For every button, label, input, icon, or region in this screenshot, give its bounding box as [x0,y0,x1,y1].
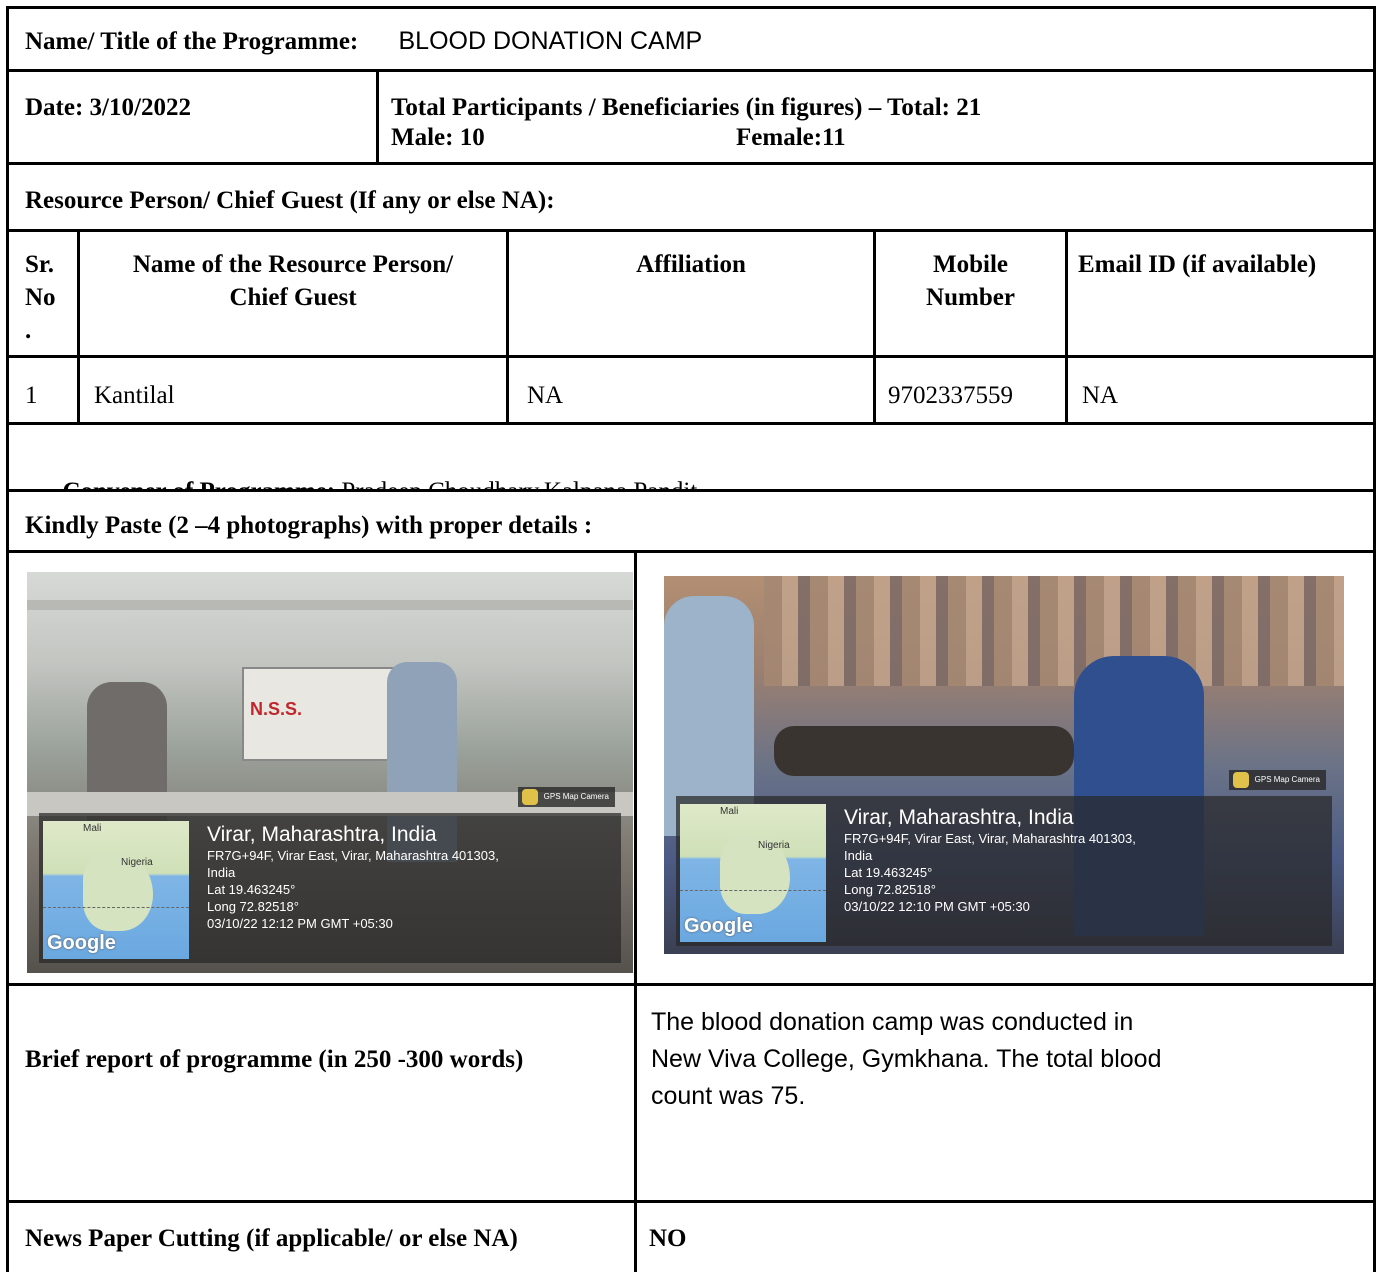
gps-overlay [39,792,621,963]
gps-badge [1229,770,1326,790]
map-label-mali: Mali [83,823,102,834]
geo-address-2: India [844,848,873,863]
name-value: Kantilal [94,382,175,409]
mini-map [43,821,189,959]
newspaper-label-cell [9,1203,634,1272]
nss-banner: N.S.S. [242,667,396,761]
newspaper-value-cell [637,1203,1373,1272]
newspaper-label: News Paper Cutting (if applicable/ or else NA) [25,1225,518,1252]
resource-person-heading-row [6,162,1376,232]
mobile-cell [876,358,1065,422]
geo-lat: Lat 19.463245° [207,882,296,897]
gps-overlay [676,775,1332,946]
photos-row [6,550,1376,986]
divider [634,553,637,983]
mobile-header-line1: Mobile [933,251,1008,278]
srno-cell [9,358,77,422]
resource-person-heading: Resource Person/ Chief Guest (If any or else NA): [25,187,555,214]
photos-heading: Kindly Paste (2 –4 photographs) with proper details : [25,512,593,539]
geo-lat: Lat 19.463245° [844,865,933,880]
map-brand: Google [47,932,116,954]
name-header-line1: Name of the Resource Person/ [132,251,454,278]
email-value: NA [1082,382,1119,409]
brief-report-line: The blood donation camp was conducted in [651,1008,1134,1036]
mini-map [680,804,826,942]
photo-1 [27,572,633,973]
affiliation-value: NA [527,382,564,409]
geo-city: Virar, Maharashtra, India [207,823,437,846]
email-cell [1068,358,1373,422]
brief-report-line: New Viva College, Gymkhana. The total blood [651,1045,1162,1073]
brief-report-text-cell [637,986,1373,1200]
photos-heading-row [6,489,1376,553]
participants-female: Female:11 [736,124,846,151]
newspaper-value: NO [649,1225,687,1252]
participants-total: Total Participants / Beneficiaries (in figures) – Total: 21 [391,94,982,121]
convener-row [6,422,1376,492]
map-equator [43,907,189,908]
gps-badge [518,787,615,807]
mobile-header-line2: Number [926,284,1015,311]
brief-report-label: Brief report of programme (in 250 -300 words) [25,1046,524,1073]
brief-report-row [6,983,1376,1203]
brief-report-line: count was 75. [651,1082,806,1110]
camera-icon [1233,772,1249,788]
brief-report-label-cell [9,986,634,1200]
ceiling-beam [27,600,633,610]
map-brand: Google [684,915,753,937]
participants-male: Male: 10 [391,124,485,151]
programme-title-row [6,6,1376,72]
date-text: Date: 3/10/2022 [25,94,191,121]
date-participants-row [6,69,1376,165]
newspaper-row [6,1200,1376,1272]
gps-badge-text: GPS Map Camera [1254,775,1320,784]
photo-2 [664,576,1344,954]
geo-info [207,823,499,932]
mobile-value: 9702337559 [888,382,1013,409]
map-label-nigeria: Nigeria [758,840,790,851]
name-header [80,232,506,355]
affiliation-header-text: Affiliation [636,251,746,278]
email-header-text: Email ID (if available) [1078,251,1317,278]
date-cell [9,72,376,162]
map-equator [680,890,826,891]
geo-time: 03/10/22 12:12 PM GMT +05:30 [207,916,393,931]
camera-icon [522,789,538,805]
geo-address-1: FR7G+94F, Virar East, Virar, Maharashtra 401303, [207,848,499,863]
affiliation-cell [509,358,873,422]
map-label-mali: Mali [720,806,739,817]
name-header-line2: Chief Guest [229,284,357,311]
mobile-header [876,232,1065,355]
participants-cell [379,72,1373,162]
donor-figure [774,726,1074,776]
geo-long: Long 72.82518° [207,899,299,914]
srno-value: 1 [25,382,38,409]
gps-badge-text: GPS Map Camera [543,792,609,801]
resource-table-header [6,229,1376,358]
photo-collage-wall [764,576,1344,686]
geo-address-1: FR7G+94F, Virar East, Virar, Maharashtra 401303, [844,831,1136,846]
geo-info [844,806,1136,915]
name-cell [80,358,506,422]
brief-report-text [651,1004,1161,1115]
geo-time: 03/10/22 12:10 PM GMT +05:30 [844,899,1030,914]
affiliation-header [509,232,873,355]
email-header [1068,232,1373,355]
srno-header [9,232,77,355]
map-label-nigeria: Nigeria [121,857,153,868]
programme-title-value: BLOOD DONATION CAMP [398,27,703,55]
geo-city: Virar, Maharashtra, India [844,806,1074,829]
srno-header-line2: No [25,284,56,311]
geo-address-2: India [207,865,236,880]
table-row [6,355,1376,425]
programme-title-label: Name/ Title of the Programme: [25,28,359,55]
srno-header-line1: Sr. [25,251,54,278]
geo-long: Long 72.82518° [844,882,936,897]
srno-header-line3: . [25,317,32,344]
